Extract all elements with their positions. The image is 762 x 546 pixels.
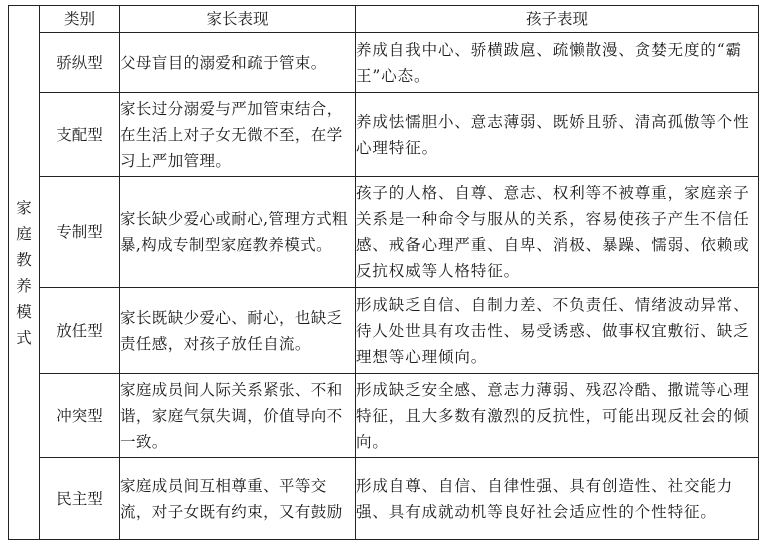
row-type: 骄纵型 (40, 33, 120, 93)
row-type: 专制型 (40, 177, 120, 288)
row-type: 放任型 (40, 288, 120, 374)
row-child: 养成自我中心、骄横跋扈、疏懒散漫、贪婪无度的“霸王”心态。 (356, 33, 759, 93)
group-label: 家庭教养模式 (16, 198, 32, 347)
header-parent: 家长表现 (120, 6, 356, 33)
table-row (9, 288, 759, 374)
row-child: 形成自尊、自信、自律性强、具有创造性、社交能力强、具有成就动机等良好社会适应性的个性特征。 (356, 458, 759, 540)
parenting-styles-table (8, 5, 759, 540)
header-child: 孩子表现 (356, 6, 759, 33)
row-parent: 家庭成员间人际关系紧张、不和谐，家庭气氛失调，价值导向不一致。 (120, 374, 356, 458)
row-parent: 家庭成员间互相尊重、平等交流，对子女既有约束，又有鼓励 (120, 458, 356, 540)
header-category: 类别 (40, 6, 120, 33)
row-child: 孩子的人格、自尊、意志、权利等不被尊重，家庭亲子关系是一种命令与服从的关系，容易使孩子产生不信任感、戒备心理严重、自卑、消极、暴躁、懦弱、依赖或反抗权威等人格特征。 (356, 177, 759, 288)
row-type: 支配型 (40, 93, 120, 177)
row-type: 冲突型 (40, 374, 120, 458)
row-parent: 家长过分溺爱与严加管束结合，在生活上对子女无微不至，在学习上严加管理。 (120, 93, 356, 177)
table-row (9, 458, 759, 540)
table-row (9, 374, 759, 458)
group-label-cell (9, 6, 40, 540)
row-child: 形成缺乏自信、自制力差、不负责任、情绪波动异常、待人处世具有攻击性、易受诱惑、做事权宜敷衍、缺乏理想等心理倾向。 (356, 288, 759, 374)
row-child: 养成怯懦胆小、意志薄弱、既娇且骄、清高孤傲等个性心理特征。 (356, 93, 759, 177)
row-child: 形成缺乏安全感、意志力薄弱、残忍冷酷、撒谎等心理特征，且大多数有激烈的反抗性，可能出现反社会的倾向。 (356, 374, 759, 458)
table-row (9, 177, 759, 288)
table-row (9, 93, 759, 177)
header-row (9, 6, 759, 33)
row-type: 民主型 (40, 458, 120, 540)
row-parent: 父母盲目的溺爱和疏于管束。 (120, 33, 356, 93)
row-parent: 家长既缺少爱心、耐心，也缺乏责任感，对孩子放任自流。 (120, 288, 356, 374)
row-parent: 家长缺少爱心或耐心,管理方式粗暴,构成专制型家庭教养模式。 (120, 177, 356, 288)
table-row (9, 33, 759, 93)
